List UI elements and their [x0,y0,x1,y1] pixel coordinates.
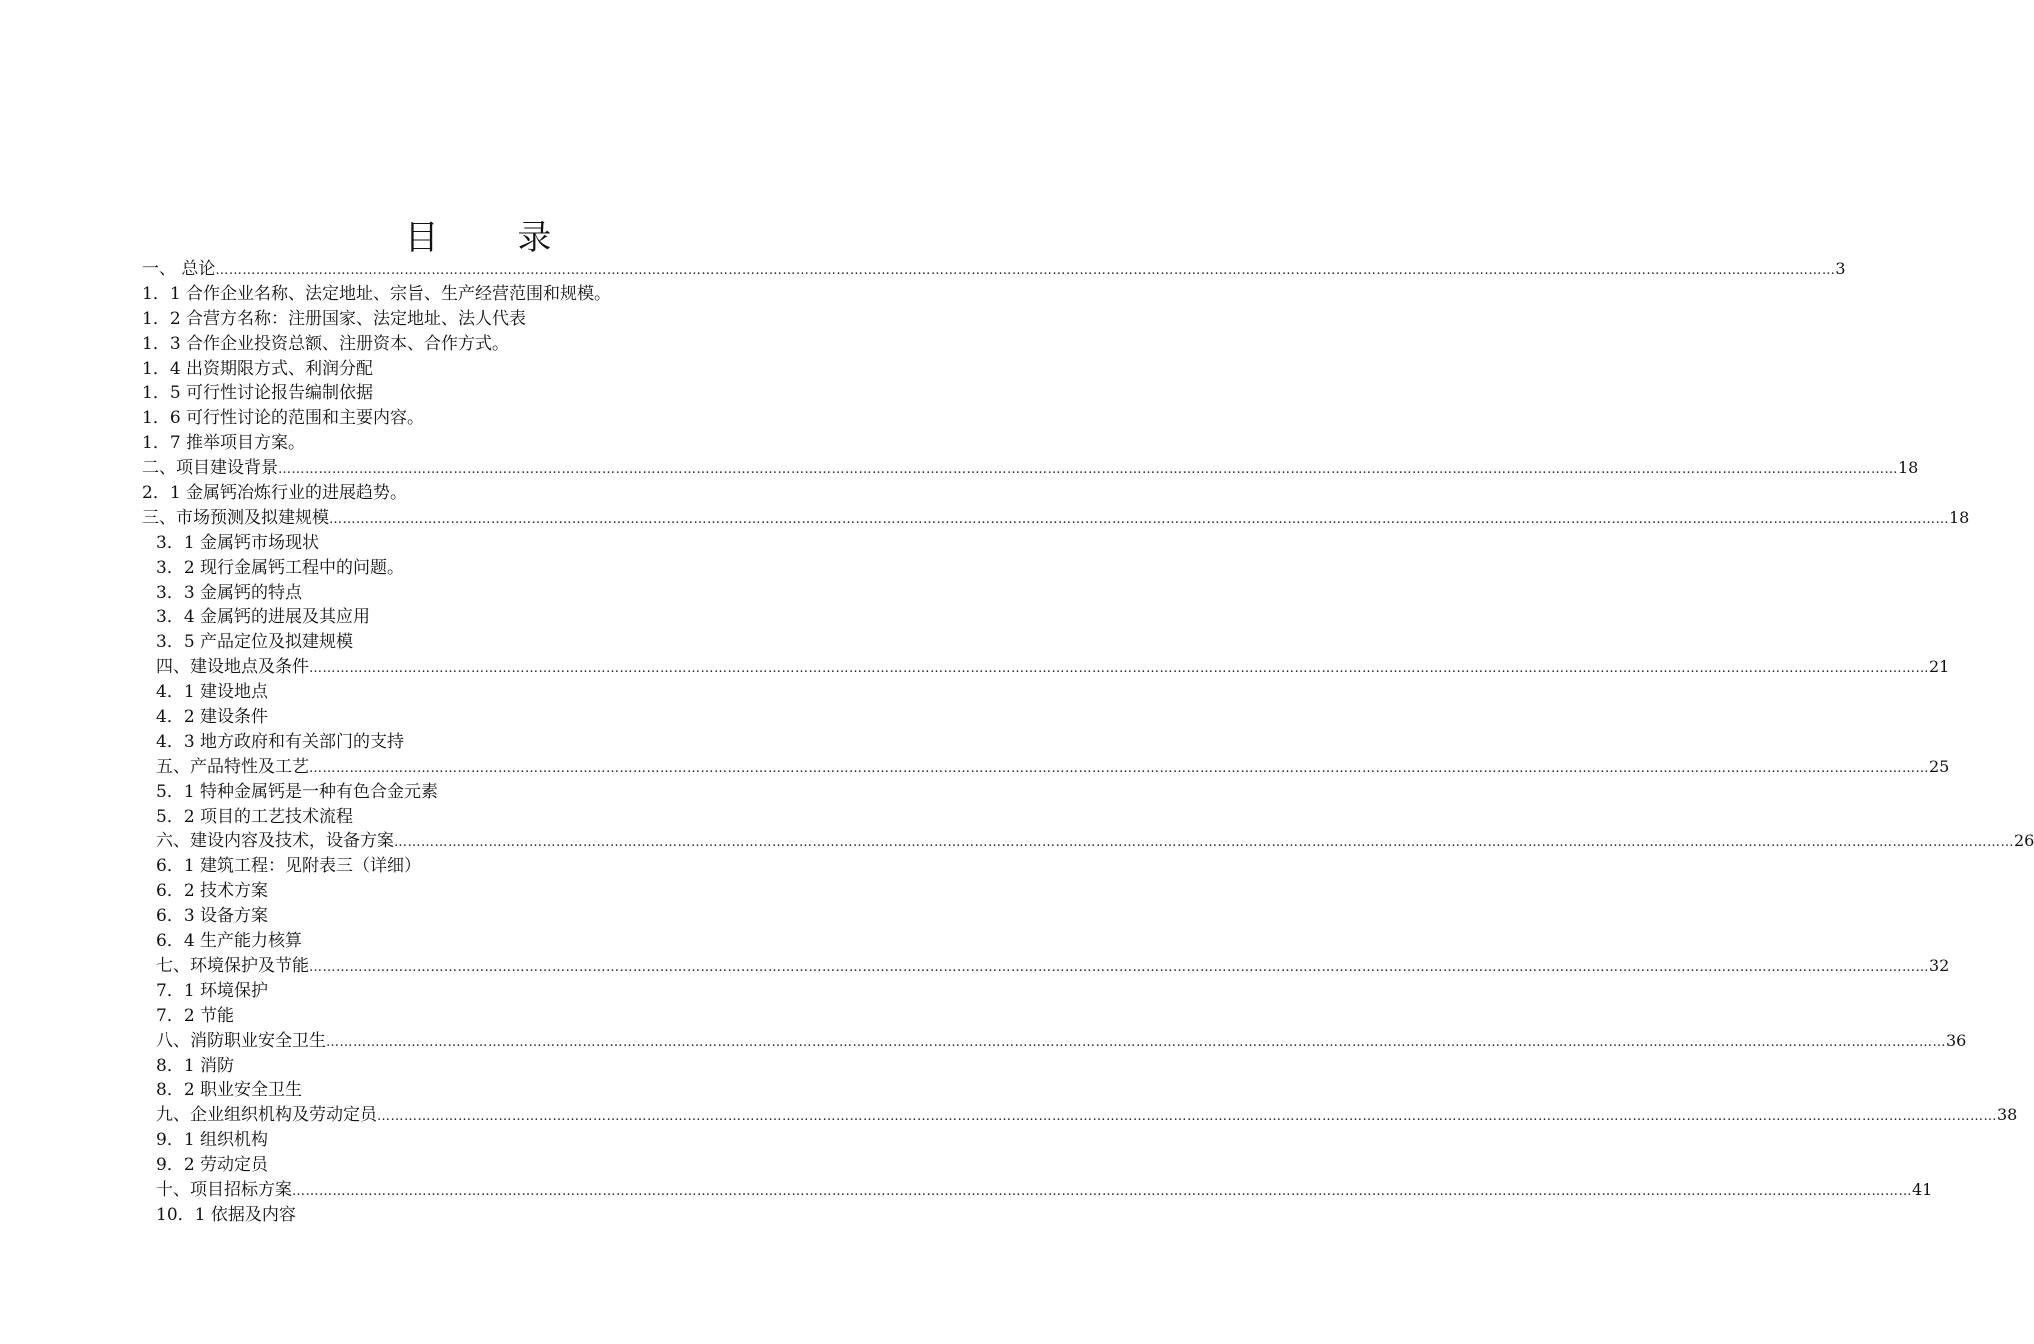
toc-subentry[interactable] [142,605,762,630]
toc-subentry[interactable] [142,1203,762,1228]
toc-heading[interactable] [142,1178,1933,1203]
toc-subentry[interactable] [142,581,762,606]
toc-entry-label: 1．6 可行性讨论的范围和主要内容。 [142,408,425,429]
toc-subentry[interactable] [142,282,762,307]
toc-subentry[interactable] [142,780,762,805]
toc-subentry[interactable] [142,979,762,1004]
toc-dot-leader: ……………………………………………………………………………………………………………………………………………………………………………………………………………………………………………………………………………………………………………………………… [278,462,1898,478]
toc-subentry[interactable] [142,531,762,556]
toc-page-number: 25 [1929,756,1950,776]
toc-entry-label: 1．2 合营方名称：注册国家、法定地址、法人代表 [142,308,527,329]
toc-entry-label: 6．1 建筑工程：见附表三（详细） [156,856,422,877]
toc-entry-label: 4．1 建设地点 [156,682,269,703]
toc-dot-leader: ……………………………………………………………………………………………………………………………………………………………………………………………………………………………………………………………………………………………………………………………… [215,263,1836,278]
toc-heading[interactable] [142,1029,1967,1054]
toc-subentry[interactable] [142,630,762,655]
toc-subentry[interactable] [142,929,762,954]
toc-page-number: 18 [1949,507,1970,527]
toc-page-number: 3 [1835,259,1846,278]
toc-dot-leader: ……………………………………………………………………………………………………………………………………………………………………………………………………………………………………………………………………………………………………………………………… [292,1183,1912,1199]
toc-entry-label: 4．3 地方政府和有关部门的支持 [156,731,405,752]
toc-dot-leader: ……………………………………………………………………………………………………………………………………………………………………………………………………………………………………………………………………………………………………………………………… [309,760,1929,776]
toc-dot-leader: ……………………………………………………………………………………………………………………………………………………………………………………………………………………………………………………………………………………………………………………………… [309,661,1929,677]
table-of-contents [142,257,2034,1228]
toc-subentry[interactable] [142,1153,762,1178]
toc-subentry[interactable] [142,730,762,755]
toc-page-number: 32 [1929,955,1950,975]
toc-subentry[interactable] [142,556,762,581]
toc-entry-label: 3．2 现行金属钙工程中的问题。 [156,557,405,578]
toc-entry-label: 6．3 设备方案 [156,906,269,927]
toc-dot-leader: ……………………………………………………………………………………………………………………………………………………………………………………………………………………………………………………………………………………………………………………………… [394,835,2014,851]
toc-entry-label: 7．2 节能 [156,1005,235,1026]
toc-subentry[interactable] [142,381,762,406]
toc-page-number: 38 [1997,1105,2018,1125]
toc-heading[interactable] [142,655,1950,680]
toc-entry-label: 3．1 金属钙市场现状 [156,532,320,553]
toc-entry-label: 四、建设地点及条件 [156,657,309,678]
toc-entry-label: 三、市场预测及拟建规模 [142,507,329,528]
toc-entry-label: 1．7 推举项目方案。 [142,433,306,454]
toc-page-number: 41 [1912,1179,1933,1199]
toc-entry-label: 5．1 特种金属钙是一种有色合金元素 [156,781,439,802]
toc-entry-label: 6．4 生产能力核算 [156,931,303,952]
toc-subentry[interactable] [142,705,762,730]
toc-subentry[interactable] [142,332,762,357]
toc-heading[interactable] [142,1103,2018,1128]
toc-entry-label: 二、项目建设背景 [142,458,278,479]
page-title: 目 录 [404,218,586,258]
toc-entry-label: 3．4 金属钙的进展及其应用 [156,607,371,628]
toc-subentry[interactable] [142,879,762,904]
toc-subentry[interactable] [142,431,762,456]
toc-heading[interactable] [142,829,2034,854]
toc-entry-label: 9．1 组织机构 [156,1130,269,1151]
toc-entry-label: 7．1 环境保护 [156,980,269,1001]
toc-page-number: 36 [1946,1030,1967,1050]
toc-heading[interactable] [142,257,1846,282]
toc-heading[interactable] [142,755,1950,780]
toc-entry-label: 五、产品特性及工艺 [156,756,309,777]
toc-subentry[interactable] [142,680,762,705]
toc-page-number: 26 [2014,831,2034,851]
toc-subentry[interactable] [142,854,762,879]
toc-page-number: 18 [1898,458,1919,478]
toc-heading[interactable] [142,456,1919,481]
toc-page-number: 21 [1929,657,1950,677]
toc-subentry[interactable] [142,1004,762,1029]
toc-entry-label: 5．2 项目的工艺技术流程 [156,806,354,827]
toc-heading[interactable] [142,506,1970,531]
toc-entry-label: 九、企业组织机构及劳动定员 [156,1105,377,1126]
toc-subentry[interactable] [142,357,762,382]
toc-subentry[interactable] [142,481,762,506]
toc-entry-label: 1．5 可行性讨论报告编制依据 [142,383,374,404]
toc-entry-label: 一、 总论 [142,259,216,279]
toc-entry-label: 2．1 金属钙冶炼行业的进展趋势。 [142,483,408,504]
toc-entry-label: 七、环境保护及节能 [156,955,309,976]
toc-subentry[interactable] [142,1078,762,1103]
toc-dot-leader: ……………………………………………………………………………………………………………………………………………………………………………………………………………………………………………………………………………………………………………………………… [326,1034,1946,1050]
toc-entry-label: 1．3 合作企业投资总额、注册资本、合作方式。 [142,333,510,354]
toc-dot-leader: ……………………………………………………………………………………………………………………………………………………………………………………………………………………………………………………………………………………………………………………………… [309,959,1929,975]
toc-subentry[interactable] [142,1128,762,1153]
toc-entry-label: 3．5 产品定位及拟建规模 [156,632,354,653]
toc-subentry[interactable] [142,1054,762,1079]
toc-subentry[interactable] [142,406,762,431]
toc-entry-label: 8．2 职业安全卫生 [156,1080,303,1101]
toc-dot-leader: ……………………………………………………………………………………………………………………………………………………………………………………………………………………………………………………………………………………………………………………………… [329,511,1949,527]
toc-heading[interactable] [142,954,1950,979]
toc-entry-label: 4．2 建设条件 [156,707,269,728]
toc-entry-label: 1．4 出资期限方式、利润分配 [142,358,374,379]
toc-subentry[interactable] [142,307,762,332]
toc-entry-label: 八、消防职业安全卫生 [156,1030,326,1051]
toc-entry-label: 10．1 依据及内容 [156,1204,296,1225]
toc-entry-label: 十、项目招标方案 [156,1179,292,1200]
toc-entry-label: 8．1 消防 [156,1055,235,1076]
toc-entry-label: 3．3 金属钙的特点 [156,582,303,603]
toc-subentry[interactable] [142,904,762,929]
toc-entry-label: 9．2 劳动定员 [156,1155,269,1176]
toc-entry-label: 6．2 技术方案 [156,881,269,902]
toc-entry-label: 六、建设内容及技术，设备方案 [156,831,394,852]
toc-subentry[interactable] [142,805,762,830]
toc-entry-label: 1．1 合作企业名称、法定地址、宗旨、生产经营范围和规模。 [142,283,612,304]
toc-dot-leader: ……………………………………………………………………………………………………………………………………………………………………………………………………………………………………………………………………………………………………………………………… [377,1109,1997,1125]
